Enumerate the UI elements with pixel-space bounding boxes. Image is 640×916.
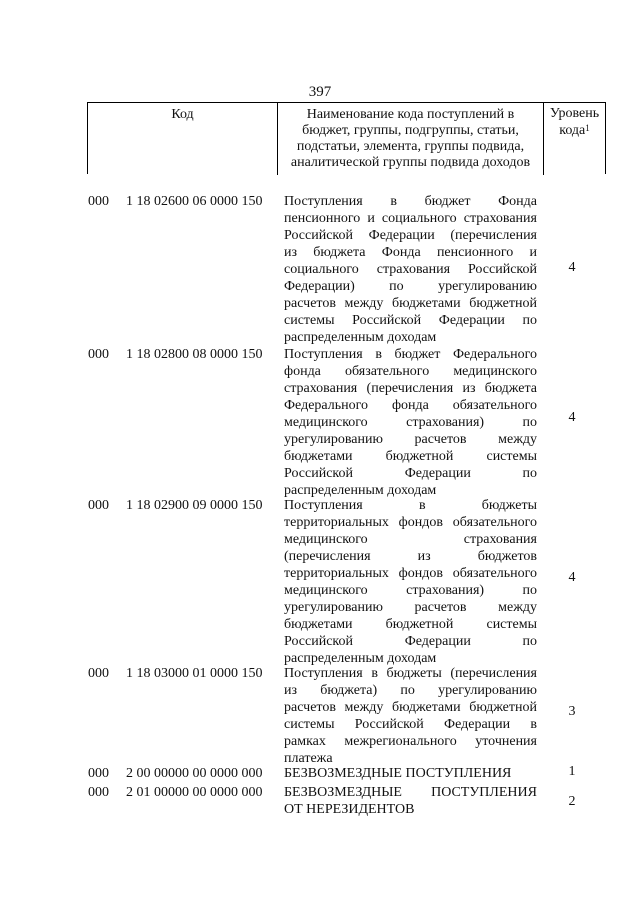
header-name-line: бюджет, группы, подгруппы, статьи, — [302, 123, 519, 138]
row-income-code: 1 18 02600 06 0000 150 — [126, 194, 263, 209]
row-name-line: распределенным доходам — [284, 483, 437, 498]
header-level-column — [544, 103, 605, 175]
row-name-line: страхования (перечисления из бюджета — [284, 381, 537, 396]
row-admin-code: 000 — [88, 498, 109, 513]
row-name-line: Российской Федерации по — [284, 634, 537, 649]
row-name-line: системы Российской Федерации в — [284, 717, 537, 732]
header-code-column — [88, 103, 278, 175]
row-level: 4 — [568, 570, 576, 585]
row-admin-code: 000 — [88, 666, 109, 681]
row-name-line: Поступления в бюджет Фонда — [284, 194, 537, 209]
row-name-line: медицинского страхования — [284, 532, 537, 547]
table-header — [87, 102, 606, 174]
row-level: 4 — [568, 260, 576, 275]
header-name-column — [278, 103, 544, 175]
row-income-name — [284, 346, 537, 499]
header-name-line: подстатьи, элемента, группы подвида, — [296, 139, 525, 154]
row-income-name — [284, 765, 537, 782]
row-admin-code: 000 — [88, 785, 109, 800]
row-name-line: территориальных фондов обязательного — [284, 515, 537, 530]
row-name-line: из бюджета Фонда пенсионного и — [284, 245, 537, 260]
row-level: 1 — [568, 764, 576, 779]
row-name-line: урегулированию расчетов между — [284, 600, 537, 615]
row-name-line: распределенным доходам — [284, 330, 437, 345]
header-level-line2: кода — [559, 123, 586, 138]
row-name-line: фонда обязательного медицинского — [284, 364, 537, 379]
header-level-footnote: 1 — [585, 123, 590, 133]
row-income-name — [284, 497, 537, 667]
row-income-name — [284, 665, 537, 767]
row-name-line: (перечисления из бюджетов — [284, 549, 537, 564]
header-name-line: Наименование кода поступлений в — [306, 107, 515, 122]
row-name-line: распределенным доходам — [284, 651, 437, 666]
row-income-code: 2 01 00000 00 0000 000 — [126, 785, 263, 800]
row-name-line: территориальных фондов обязательного — [284, 566, 537, 581]
row-name-line: рамках межрегионального уточнения — [284, 734, 537, 749]
page-number: 397 — [308, 84, 332, 100]
row-name-line: платежа — [284, 751, 333, 766]
header-name-line: аналитической группы подвида доходов — [290, 155, 531, 170]
row-income-name — [284, 784, 537, 818]
row-name-line: Поступления в бюджет Федерального — [284, 347, 537, 362]
row-name-line: БЕЗВОЗМЕЗДНЫЕ ПОСТУПЛЕНИЯ — [284, 785, 537, 800]
row-name-line: Федерального фонда обязательного — [284, 398, 537, 413]
row-name-line: медицинского страхования) по — [284, 415, 537, 430]
header-code-label: Код — [171, 107, 194, 122]
row-name-line: расчетов между бюджетами бюджетной — [284, 700, 537, 715]
row-name-line: урегулированию расчетов между — [284, 432, 537, 447]
row-name-line: бюджетами бюджетной системы — [284, 617, 537, 632]
row-income-code: 2 00 00000 00 0000 000 — [126, 766, 263, 781]
row-name-line: Поступления в бюджеты — [284, 498, 537, 513]
row-name-line: Российской Федерации по — [284, 466, 537, 481]
row-name-line: пенсионного и социального страхования — [284, 211, 537, 226]
row-name-line: Федерации) по урегулированию — [284, 279, 537, 294]
row-name-line: социального страхования Российской — [284, 262, 537, 277]
row-income-code: 1 18 03000 01 0000 150 — [126, 666, 263, 681]
row-name-line: из бюджета) по урегулированию — [284, 683, 537, 698]
row-admin-code: 000 — [88, 347, 109, 362]
row-name-line: Поступления в бюджеты (перечисления — [284, 666, 537, 681]
row-name-line: расчетов между бюджетами бюджетной — [284, 296, 537, 311]
row-name-line: медицинского страхования) по — [284, 583, 537, 598]
row-income-code: 1 18 02800 08 0000 150 — [126, 347, 263, 362]
header-level-line1: Уровень — [549, 106, 600, 121]
row-name-line: Российской Федерации (перечисления — [284, 228, 537, 243]
row-level: 3 — [568, 704, 576, 719]
row-income-name — [284, 193, 537, 346]
row-level: 4 — [568, 410, 576, 425]
row-name-line: БЕЗВОЗМЕЗДНЫЕ ПОСТУПЛЕНИЯ — [284, 766, 512, 781]
row-level: 2 — [568, 794, 576, 809]
row-admin-code: 000 — [88, 194, 109, 209]
row-admin-code: 000 — [88, 766, 109, 781]
row-income-code: 1 18 02900 09 0000 150 — [126, 498, 263, 513]
row-name-line: бюджетами бюджетной системы — [284, 449, 537, 464]
row-name-line: системы Российской Федерации по — [284, 313, 537, 328]
row-name-line: ОТ НЕРЕЗИДЕНТОВ — [284, 802, 415, 817]
